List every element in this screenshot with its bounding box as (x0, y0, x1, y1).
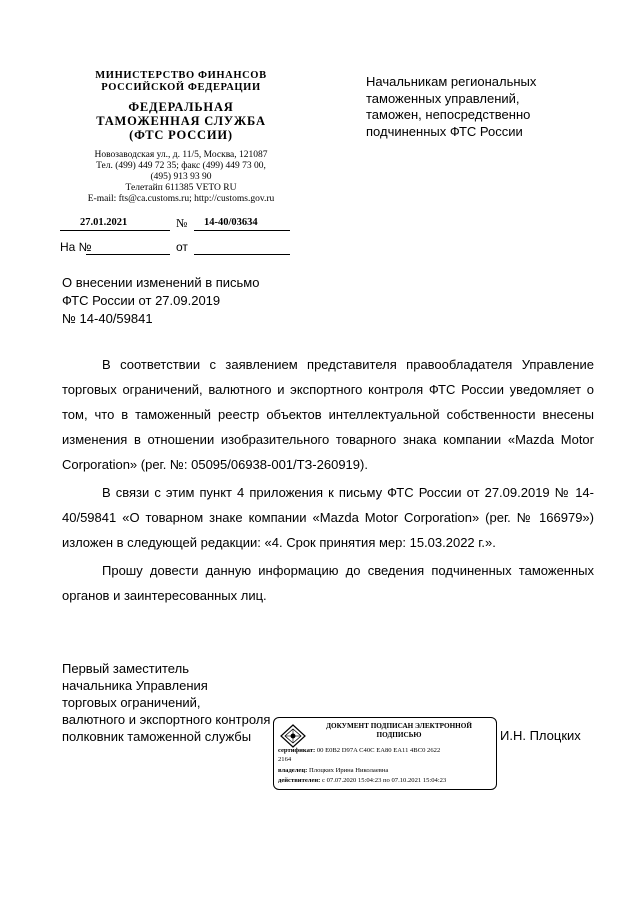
letter-subject (62, 274, 322, 328)
subject-line: ФТС России от 27.09.2019 (62, 293, 221, 308)
recipient-line: таможен, непосредственно (366, 107, 531, 122)
signatory-title-line: начальника Управления (62, 678, 208, 693)
stamp-heading-line: ДОКУМЕНТ ПОДПИСАН ЭЛЕКТРОННОЙ (326, 722, 472, 730)
number-underline (194, 230, 290, 231)
contact-line: Новозаводская ул., д. 11/5, Москва, 121087 (94, 150, 268, 160)
signatory-title-line: полковник таможенной службы (62, 729, 252, 744)
stamp-certificate (278, 747, 440, 755)
recipient-line: подчиненных ФТС России (366, 123, 523, 139)
contact-line: E-mail: fts@ca.customs.ru; http://customs.gov.ru (87, 194, 275, 204)
certificate-value: 00 E0B2 D97A C40C EA80 EA11 4BC0 2622 (316, 747, 441, 754)
stamp-certificate-cont: 2164 (278, 756, 292, 763)
reference-from-underline (194, 254, 290, 255)
recipient-block (366, 74, 596, 140)
electronic-signature-stamp (273, 717, 497, 790)
body-paragraph: Прошу довести данную информацию до сведения подчиненных таможенных органов и заинтересованных лиц. (62, 563, 594, 603)
owner-label: владелец: (278, 767, 308, 774)
validity-value: с 07.07.2020 15:04:23 по 07.10.2021 15:04:23 (322, 777, 447, 784)
signatory-title-line: Первый заместитель (62, 661, 189, 676)
stamp-validity (278, 777, 446, 785)
certificate-label: сертификат: (278, 747, 316, 754)
signatory-title-line: валютного и экспортного контроля (62, 712, 271, 727)
reference-label: На № (60, 240, 92, 254)
stamp-heading (308, 722, 490, 739)
agency-line: ФЕДЕРАЛЬНАЯ (128, 100, 234, 114)
validity-label: действителен: (278, 777, 321, 784)
registration-row (60, 214, 292, 232)
sender-header (56, 70, 306, 205)
stamp-heading-line: ПОДПИСЬЮ (376, 730, 422, 739)
signatory-name: И.Н. Плоцких (500, 728, 581, 743)
recipient-line: Начальникам региональных (366, 74, 537, 89)
subject-line: О внесении изменений в письмо (62, 275, 260, 290)
letter-date: 27.01.2021 (80, 217, 128, 228)
contact-line: Телетайп 611385 VETO RU (125, 183, 237, 193)
reference-from-label: от (176, 240, 188, 254)
agency-name (56, 100, 306, 142)
contact-line: (495) 913 93 90 (150, 172, 212, 182)
owner-value: Плоцких Ирина Николаевна (309, 767, 389, 774)
date-underline (60, 230, 170, 231)
emblem-icon (280, 724, 306, 748)
letter-body (62, 352, 594, 608)
stamp-owner (278, 767, 388, 775)
contact-line: Тел. (499) 449 72 35; факс (499) 449 73 00, (96, 161, 266, 171)
signatory-title-line: торговых ограничений, (62, 695, 201, 710)
letter-number: 14-40/03634 (204, 217, 258, 228)
reference-underline (86, 254, 170, 255)
body-paragraph: В связи с этим пункт 4 приложения к письму ФТС России от 27.09.2019 № 14-40/59841 «О товарном знаке компании «Mazda Motor Corporation» (рег. № 166979») изложен в следующей редакции: «4. Срок принятия мер: 15.03.2022 г.». (62, 485, 594, 550)
sender-contacts (56, 150, 306, 205)
ministry-name (56, 70, 306, 94)
number-sign: № (176, 216, 188, 230)
ministry-line: МИНИСТЕРСТВО ФИНАНСОВ (95, 70, 267, 81)
agency-line: ТАМОЖЕННАЯ СЛУЖБА (96, 114, 266, 128)
ministry-line: РОССИЙСКОЙ ФЕДЕРАЦИИ (101, 82, 261, 93)
subject-line: № 14-40/59841 (62, 311, 153, 326)
reference-row (60, 238, 292, 256)
body-paragraph: В соответствии с заявлением представителя правообладателя Управление торговых ограничений, валютного и экспортного контроля ФТС России уведомляет о том, что в таможенный реестр объектов интеллектуальной собственности внесены изменения в отношении изобразительного товарного знака компании «Mazda Motor Corporation» (рег. №: 05095/06938-001/ТЗ-260919). (62, 357, 594, 472)
recipient-line: таможенных управлений, (366, 90, 520, 106)
agency-line: (ФТС РОССИИ) (129, 128, 233, 142)
